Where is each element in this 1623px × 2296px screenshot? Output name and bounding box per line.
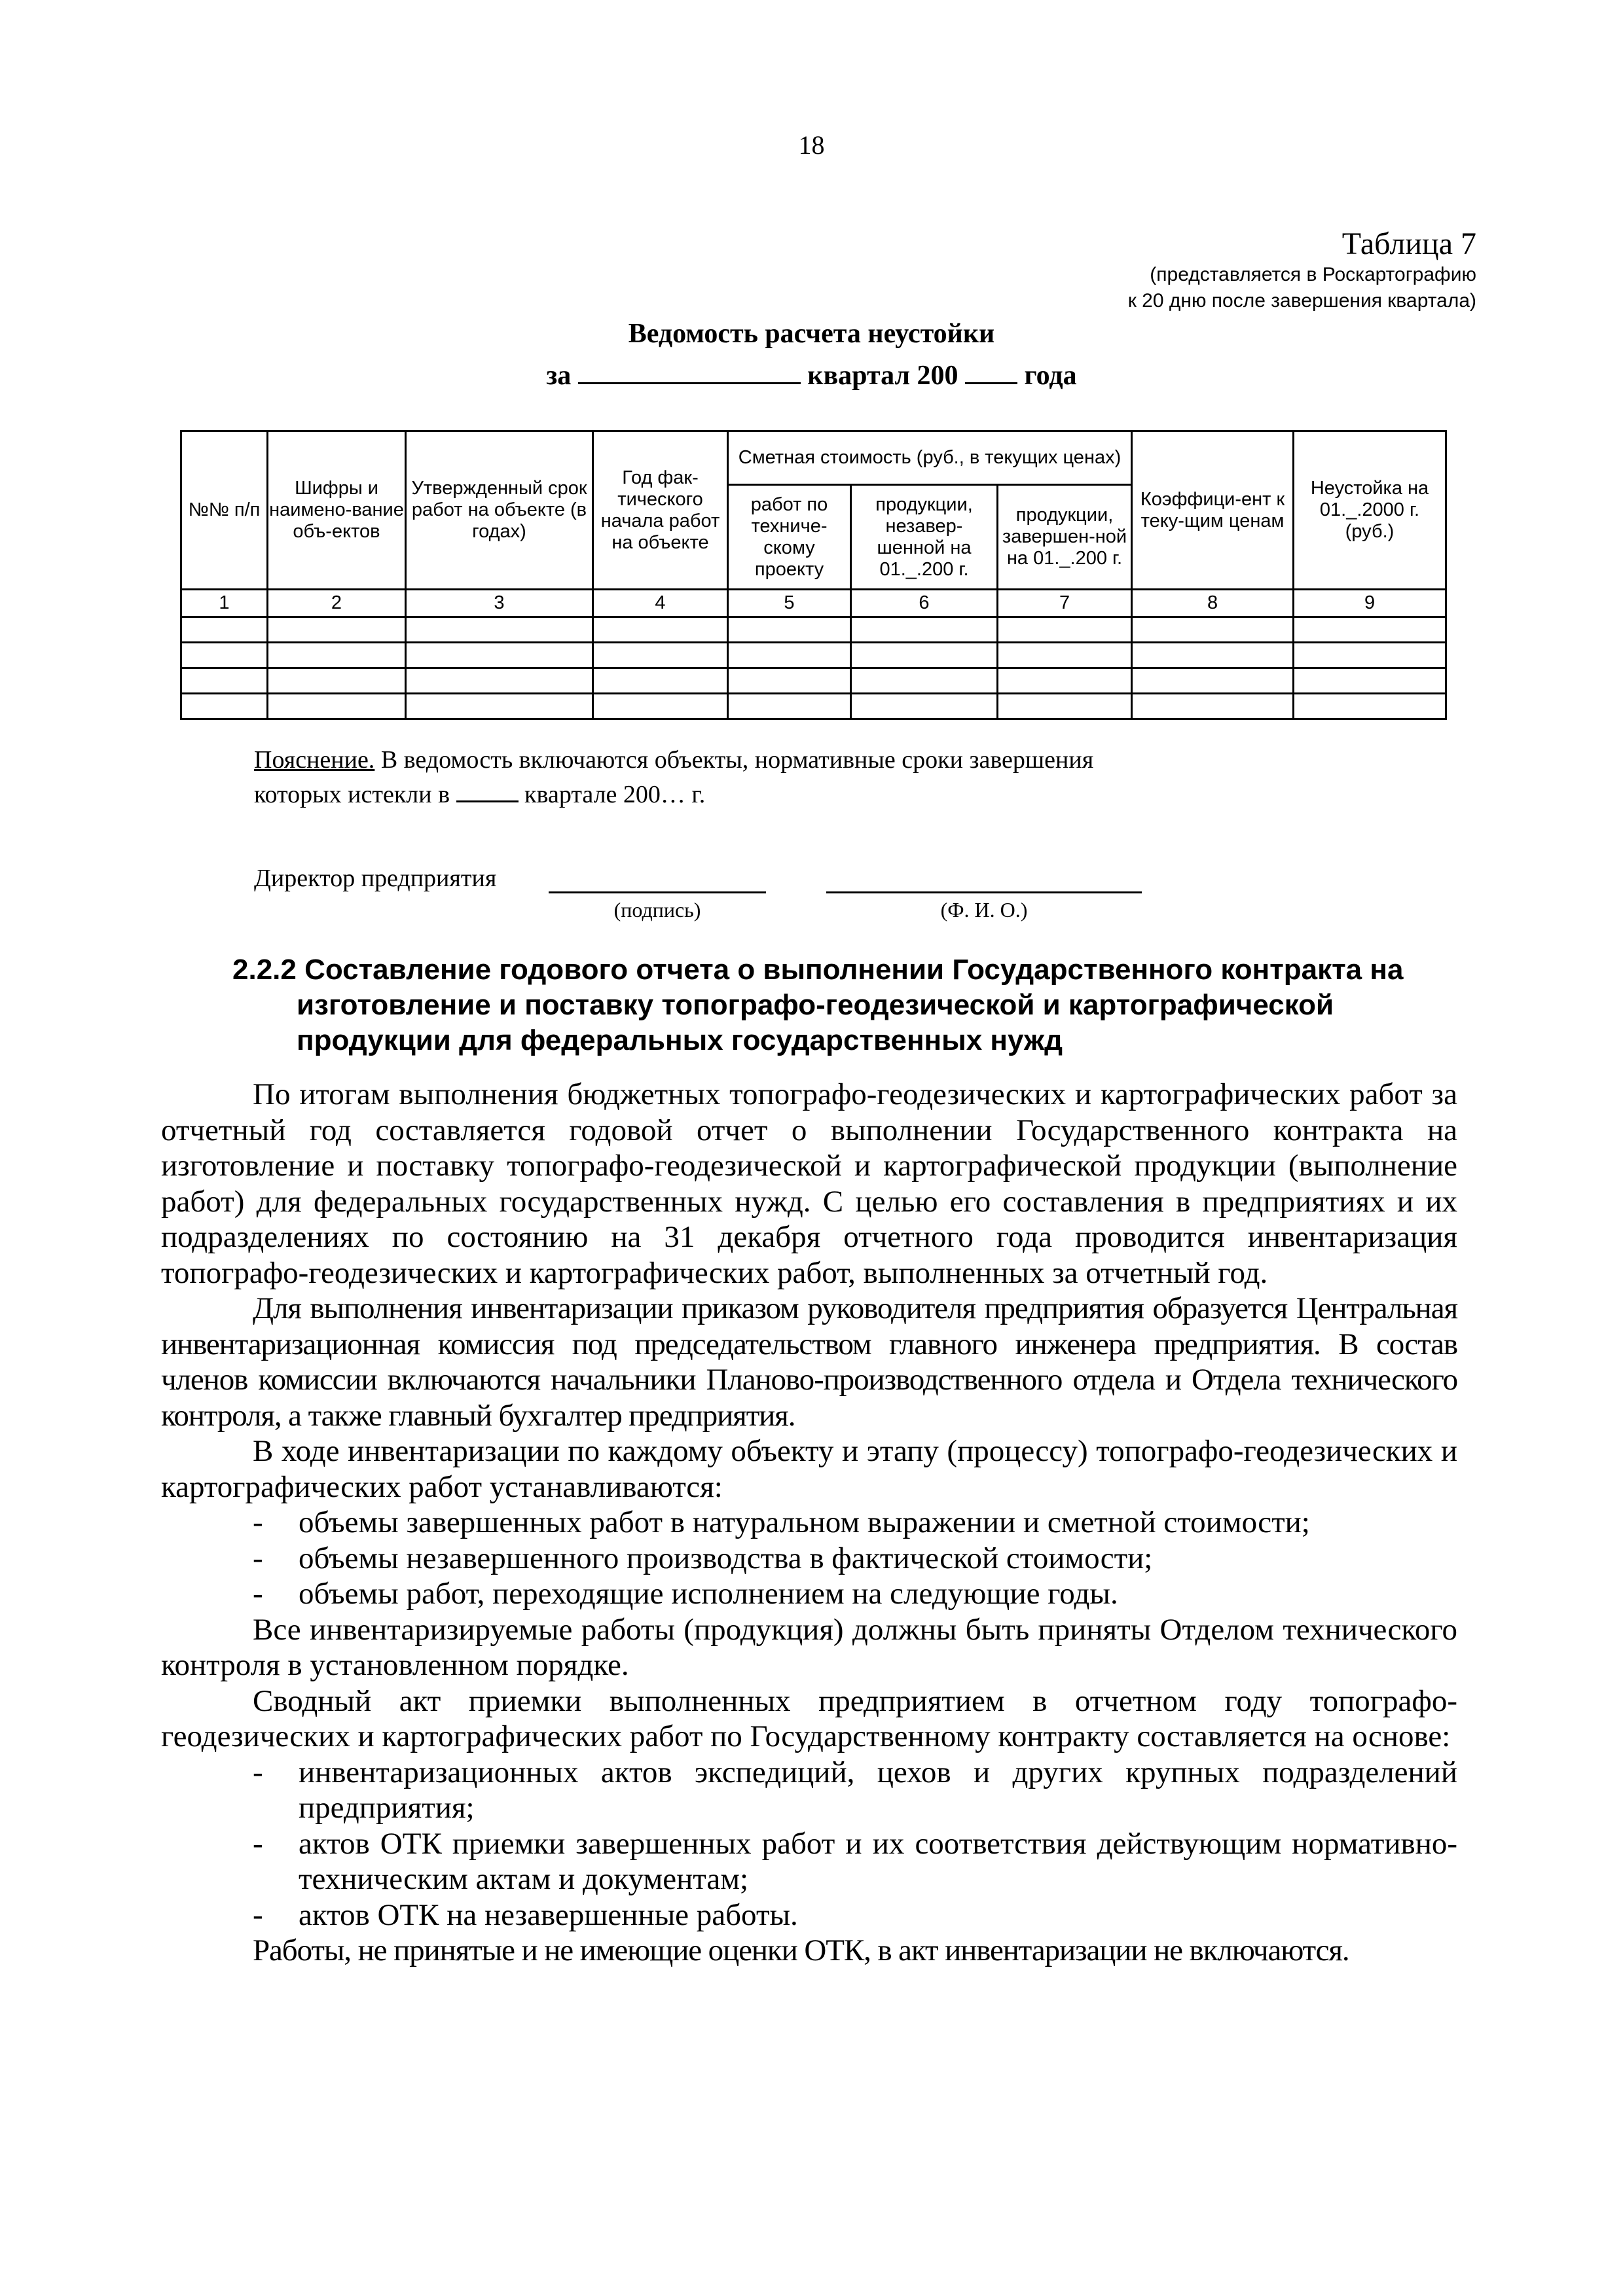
- header-estimated-cost: Сметная стоимость (руб., в текущих ценах): [728, 431, 1132, 485]
- table-note-line: (представляется в Роскартографию: [1150, 264, 1476, 285]
- section-heading-line: изготовление и поставку топографо-геодезической и картографической: [297, 989, 1334, 1021]
- table-caption: Таблица 7: [1341, 226, 1476, 261]
- name-caption: (Ф. И. О.): [940, 898, 1028, 922]
- header-finished: продукции, завершен-ной на 01._.200 г.: [998, 485, 1132, 590]
- column-number: 8: [1132, 590, 1294, 617]
- column-number: 6: [851, 590, 998, 617]
- period-blank[interactable]: [578, 353, 801, 384]
- header-unfinished: продукции, незавер-шенной на 01._.200 г.: [851, 485, 998, 590]
- statement-title: Ведомость расчета неустойки: [628, 319, 995, 349]
- list-item: - актов ОТК приемки завершенных работ и их соответствия действующим нормативно-техническим актам и документам;: [253, 1826, 1457, 1896]
- page-number: 18: [798, 130, 825, 160]
- list-item: - инвентаризационных актов экспедиций, цехов и других крупных подразделений предприятия;: [253, 1755, 1457, 1825]
- table-note-line: к 20 дню после завершения квартала): [1127, 290, 1476, 312]
- paragraph: По итогам выполнения бюджетных топографо-геодезических и картографических работ за отчетный год составляется годовой отчет о выполнении Государственного контракта на изготовление и поставку топографо-геодезической и картографической продукции (выполнение работ) для федеральных государственных нужд. С целью его составления в предприятиях и их подразделениях по состоянию на 31 декабря отчетного года проводится инвентаризация топографо-геодезических и картографических работ, выполненных за отчетный год.: [161, 1077, 1457, 1290]
- quarter-blank[interactable]: [456, 777, 519, 802]
- section-heading-line: продукции для федеральных государственных нужд: [297, 1024, 1063, 1056]
- header-penalty: Неустойка на 01._.2000 г. (руб.): [1294, 431, 1446, 590]
- explanation-text-end: квартале 200… г.: [518, 781, 706, 808]
- header-num: №№ п/п: [181, 431, 268, 590]
- column-number: 3: [406, 590, 593, 617]
- list-item: - объемы незавершенного производства в фактической стоимости;: [253, 1541, 1153, 1575]
- statement-title-block: [0, 314, 1623, 395]
- explanation-label: Пояснение.: [254, 746, 375, 774]
- column-number: 7: [998, 590, 1132, 617]
- paragraph: Для выполнения инвентаризации приказом руководителя предприятия образуется Центральная инвентаризационная комиссия под председательством главного инженера предприятия. В состав членов комиссии включаются начальники Планово-производственного отдела и Отдела технического контроля, а также главный бухгалтер предприятия.: [161, 1291, 1457, 1433]
- header-codes: Шифры и наимено-вание объ-ектов: [268, 431, 406, 590]
- body-text: [161, 1077, 1457, 1969]
- paragraph: Сводный акт приемки выполненных предприятием в отчетном году топографо-геодезических и картографических работ по Государственному контракту составляется на основе:: [161, 1683, 1457, 1753]
- name-line[interactable]: [826, 891, 1142, 893]
- column-number: 2: [268, 590, 406, 617]
- table-row: [181, 617, 1446, 643]
- table-row: [181, 694, 1446, 719]
- director-label: Директор предприятия: [254, 865, 497, 892]
- list-item: - объемы завершенных работ в натуральном выражении и сметной стоимости;: [253, 1505, 1310, 1539]
- header-project-works: работ по техниче-скому проекту: [728, 485, 851, 590]
- column-number: 5: [728, 590, 851, 617]
- period-prefix: за: [546, 361, 572, 391]
- section-heading: [232, 952, 1476, 1058]
- table-note: [1128, 262, 1476, 314]
- header-coefficient: Коэффици-ент к теку-щим ценам: [1132, 431, 1294, 590]
- header-start-year: Год фак-тического начала работ на объекте: [593, 431, 728, 590]
- explanation: [254, 743, 1105, 812]
- statement-period: [0, 353, 1623, 395]
- section-heading-line: 2.2.2 Составление годового отчета о выполнении Государственного контракта на: [232, 954, 1404, 986]
- signature-caption: (подпись): [613, 898, 701, 922]
- penalty-table: [180, 430, 1447, 720]
- paragraph: Все инвентаризируемые работы (продукция) должны быть приняты Отделом технического контроля в установленном порядке.: [161, 1612, 1457, 1682]
- paragraph: Работы, не принятые и не имеющие оценки ОТК, в акт инвентаризации не включаются.: [253, 1933, 1349, 1967]
- explanation-text: В ведомость включаются объекты, нормативные сроки завершения которых истекли в: [254, 746, 1094, 808]
- column-number: 9: [1294, 590, 1446, 617]
- period-middle: квартал 200: [807, 361, 958, 391]
- period-suffix: года: [1024, 361, 1077, 391]
- list-item: - объемы работ, переходящие исполнением на следующие годы.: [253, 1577, 1118, 1611]
- table-row: [181, 668, 1446, 694]
- signature-line[interactable]: [549, 891, 766, 893]
- column-number: 4: [593, 590, 728, 617]
- year-blank[interactable]: [965, 353, 1017, 384]
- column-number: 1: [181, 590, 268, 617]
- paragraph: В ходе инвентаризации по каждому объекту и этапу (процессу) топографо-геодезических и картографических работ устанавливаются:: [161, 1434, 1457, 1504]
- header-term: Утвержденный срок работ на объекте (в годах): [406, 431, 593, 590]
- list-item: - актов ОТК на незавершенные работы.: [253, 1897, 798, 1932]
- table-row: [181, 643, 1446, 668]
